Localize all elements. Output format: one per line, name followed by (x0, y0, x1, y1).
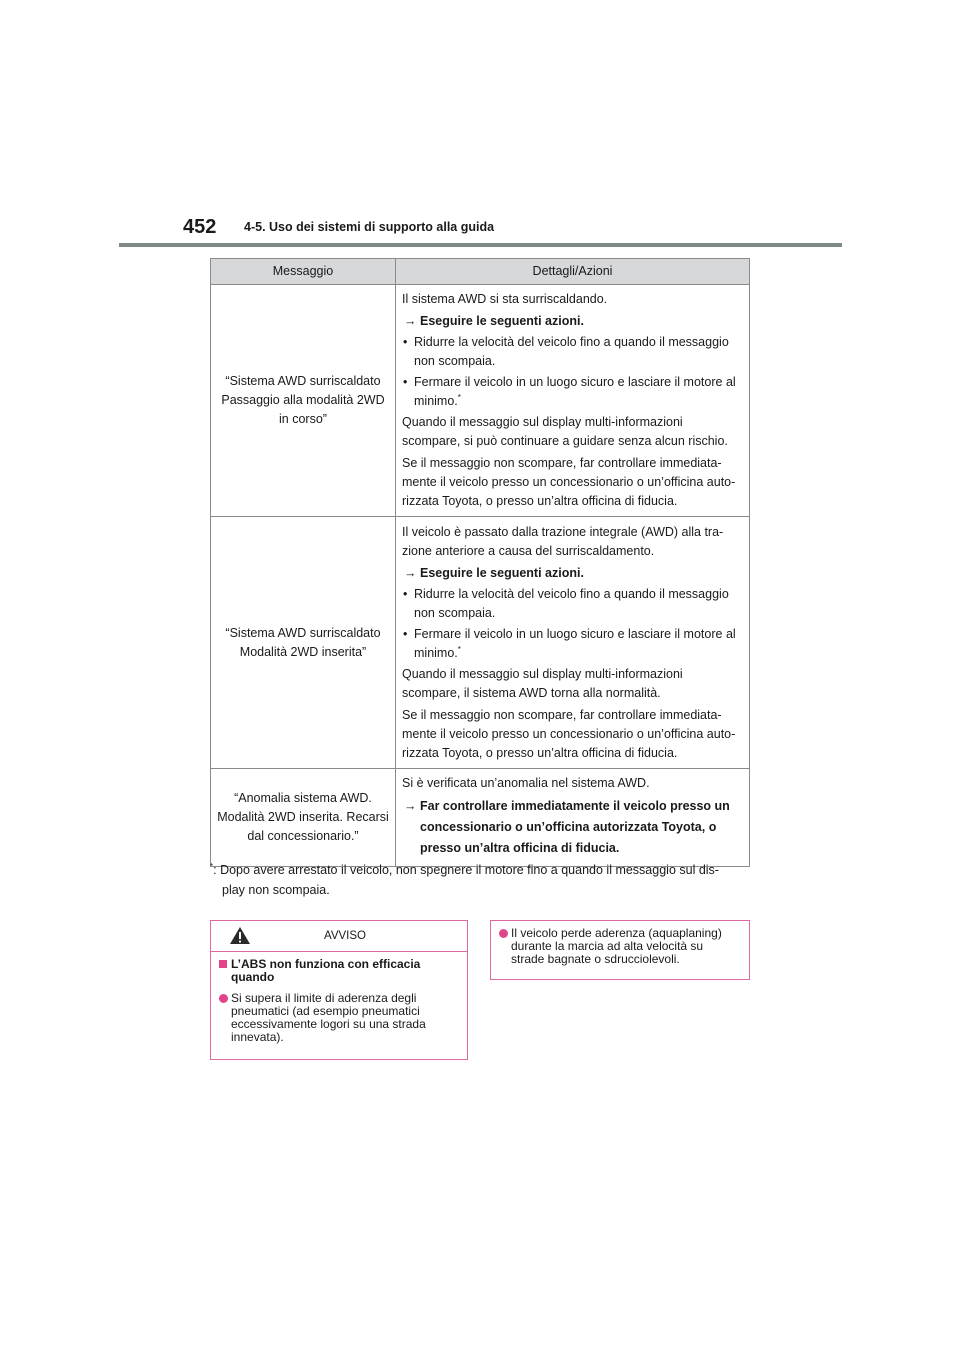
section-title: 4-5. Uso dei sistemi di supporto alla guida (244, 220, 495, 234)
list-item-text: Si supera il limite di aderenza degli pneumatici (ad esempio pneumatici eccessivamente logori su una strada innevata). (231, 991, 426, 1044)
footnote (210, 860, 755, 900)
header-rule (119, 243, 842, 247)
details-cell (396, 285, 750, 517)
list-item (402, 333, 743, 371)
warning-triangle-icon (229, 926, 251, 945)
details-paragraph: Se il messaggio non scompare, far controllare immediata-mente il veicolo presso un concessionario o un’officina auto-rizzata Toyota, o presso un’altra officina di fiducia. (402, 707, 736, 760)
footnote-marker: * (457, 644, 461, 654)
action-line (402, 312, 743, 331)
action-line (402, 796, 743, 859)
warning-heading-text: L’ABS non funziona con efficacia quando (231, 957, 421, 984)
action-text: Eseguire le seguenti azioni. (420, 565, 584, 580)
details-paragraph: Se il messaggio non scompare, far controllare immediata-mente il veicolo presso un concessionario o un’officina auto-rizzata Toyota, o presso un’altra officina di fiducia. (402, 456, 736, 508)
circle-bullet-icon (219, 994, 228, 1003)
warning-heading (219, 958, 457, 984)
list-item (219, 992, 457, 1044)
list-item-text: Fermare il veicolo in un luogo sicuro e lasciare il motore al minimo. (414, 626, 736, 660)
details-paragraph: Quando il messaggio sul display multi-informazioni scompare, il sistema AWD torna alla normalità. (402, 666, 683, 700)
warning-body (211, 952, 467, 1044)
list-item-text: Ridurre la velocità del veicolo fino a quando il messaggio non scompaia. (414, 335, 729, 368)
details-intro: Il veicolo è passato dalla trazione integrale (AWD) alla tra-zione anteriore a causa del surriscaldamento. (402, 524, 724, 558)
details-paragraph: Quando il messaggio sul display multi-informazioni scompare, si può continuare a guidare senza alcun rischio. (402, 415, 728, 448)
table-row (211, 517, 750, 769)
message-table (210, 258, 750, 867)
message-cell: “Anomalia sistema AWD. Modalità 2WD inserita. Recarsi dal concessionario.” (211, 769, 396, 867)
page-number: 452 (183, 216, 217, 238)
footnote-text: : Dopo avere arrestato il veicolo, non spegnere il motore fino a quando il messaggio sul dis- (213, 863, 719, 877)
table-row (211, 769, 750, 867)
message-cell: “Sistema AWD surriscaldato Passaggio alla modalità 2WD in corso” (211, 285, 396, 517)
footnote-mark: * (210, 861, 214, 871)
warning-box-continued (490, 920, 750, 980)
arrow-icon: → (404, 314, 417, 328)
list-item (402, 373, 743, 411)
bullet-icon: • (403, 375, 408, 389)
bullet-icon: • (403, 626, 408, 641)
list-item-text: Il veicolo perde aderenza (aquaplaning) durante la marcia ad alta velocità su strade bagnate o sdrucciolevoli. (511, 926, 722, 966)
action-text: Eseguire le seguenti azioni. (420, 314, 584, 328)
list-item-text: Fermare il veicolo in un luogo sicuro e lasciare il motore al minimo. (414, 375, 736, 408)
list-item (499, 927, 739, 966)
message-cell: “Sistema AWD surriscaldato Modalità 2WD inserita” (211, 517, 396, 769)
circle-bullet-icon (499, 929, 508, 938)
warning-box (210, 920, 468, 1060)
list-item (402, 585, 743, 623)
warning-title: AVVISO (324, 930, 366, 942)
table-header-row (211, 259, 750, 285)
column-header-message: Messaggio (211, 259, 396, 285)
warning-header (211, 921, 467, 952)
details-intro: Il sistema AWD si sta surriscaldando. (402, 292, 608, 306)
details-cell (396, 517, 750, 769)
table-row (211, 285, 750, 517)
bullet-icon: • (403, 335, 408, 349)
details-intro: Si è verificata un’anomalia nel sistema AWD. (402, 776, 650, 790)
square-bullet-icon (219, 960, 227, 968)
column-header-details: Dettagli/Azioni (396, 259, 750, 285)
list-item (402, 625, 743, 663)
bullet-icon: • (403, 586, 408, 601)
list-item-text: Ridurre la velocità del veicolo fino a quando il messaggio non scompaia. (414, 586, 729, 620)
action-line (402, 564, 743, 583)
details-cell (396, 769, 750, 867)
footnote-text-continued: play non scompaia. (222, 883, 330, 897)
action-text: Far controllare immediatamente il veicolo presso un concessionario o un’officina autorizzata Toyota, o presso un’altra officina di fiducia. (420, 799, 730, 855)
arrow-icon: → (404, 565, 417, 580)
footnote-marker: * (457, 392, 461, 402)
arrow-icon: → (404, 799, 417, 813)
